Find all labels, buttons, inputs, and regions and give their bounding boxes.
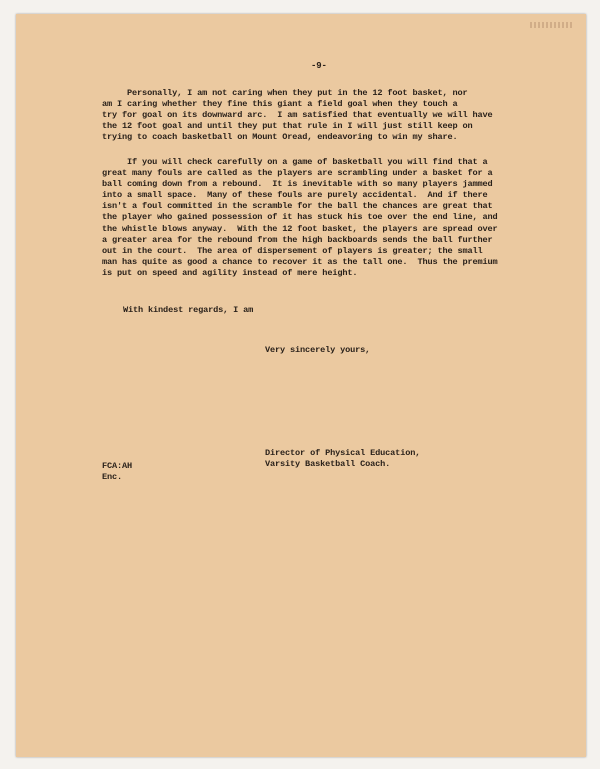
text-line: try for goal on its downward arc. I am satisfied that eventually we will have — [102, 110, 493, 121]
signature-title-line: Director of Physical Education, — [265, 448, 421, 458]
text-line: a greater area for the rebound from the high backboards sends the ball further — [102, 234, 493, 245]
text-line: trying to coach basketball on Mount Oread, endeavoring to win my share. — [102, 132, 458, 143]
reference-block — [102, 461, 132, 483]
text-line: ball coming down from a rebound. It is inevitable with so many players jammed — [102, 179, 493, 190]
archive-stamp-mark — [530, 22, 574, 28]
closing-line: With kindest regards, I am — [123, 305, 254, 315]
paragraph-1 — [102, 88, 542, 143]
text-line: If you will check carefully on a game of basketball you will find that a — [102, 157, 488, 167]
text-line: Personally, I am not caring when they put in the 12 foot basket, nor — [102, 88, 468, 98]
text-line: the player who gained possession of it has stuck his toe over the end line, and — [102, 212, 498, 223]
reference-initials: FCA:AH — [102, 461, 133, 471]
text-line: am I caring whether they fine this giant a field goal when they touch a — [102, 99, 458, 110]
text-line: great many fouls are called as the players are scrambling under a basket for a — [102, 168, 493, 179]
complimentary-close: Very sincerely yours, — [265, 345, 371, 355]
text-line: the whistle blows anyway. With the 12 foot basket, the players are spread over — [102, 223, 498, 234]
letter-page — [16, 14, 586, 757]
signature-block — [265, 448, 420, 470]
text-line: man has quite as good a chance to recover it as the tall one. Thus the premium — [102, 256, 498, 267]
text-line: the 12 foot goal and until they put that rule in I will just still keep on — [102, 121, 473, 132]
signature-title-line: Varsity Basketball Coach. — [265, 459, 391, 470]
enclosure-note: Enc. — [102, 472, 123, 483]
text-line: into a small space. Many of these fouls are purely accidental. And if there — [102, 190, 488, 201]
text-line: is put on speed and agility instead of mere height. — [102, 267, 358, 278]
paragraph-2 — [102, 157, 542, 279]
page-number: -9- — [311, 61, 327, 71]
text-line: isn't a foul committed in the scramble for the ball the chances are great that — [102, 201, 493, 212]
text-line: out in the court. The area of dispersement of players is greater; the small — [102, 245, 483, 256]
